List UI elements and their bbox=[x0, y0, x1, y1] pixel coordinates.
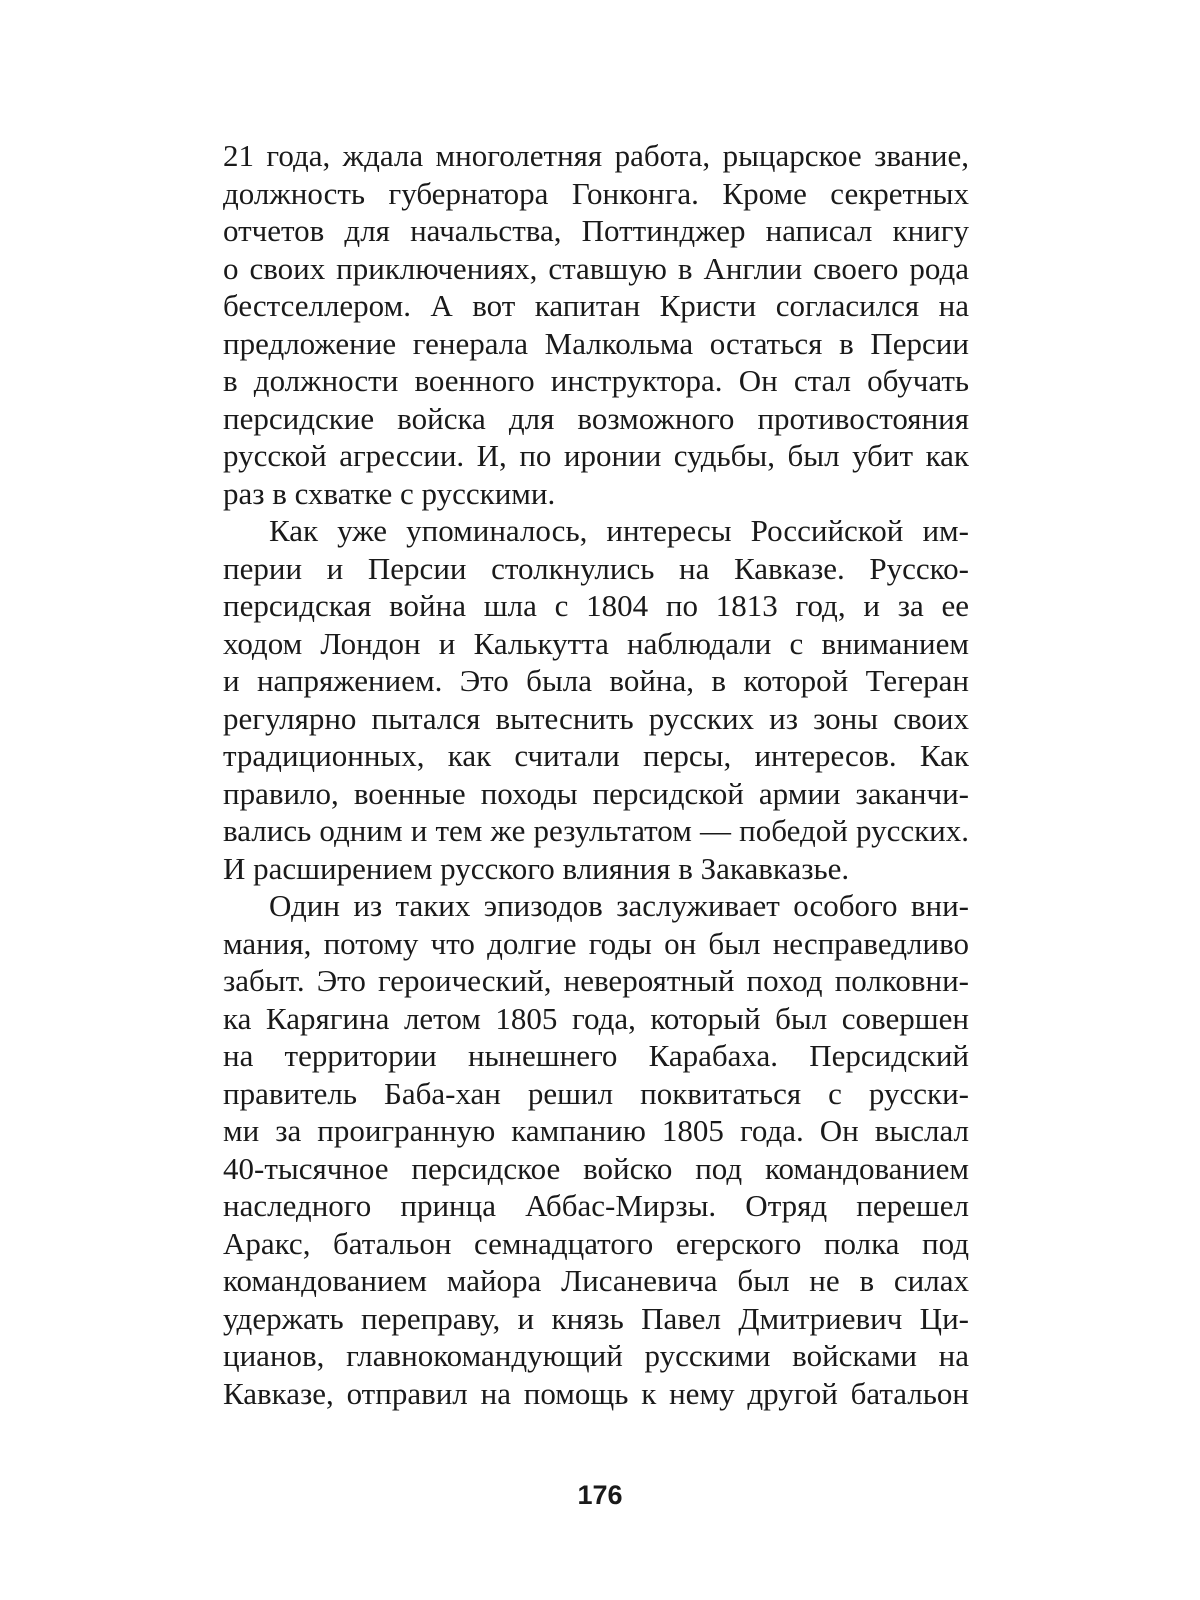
text-line: 21 года, ждала многолетняя работа, рыцарское звание, bbox=[223, 138, 969, 173]
text-line: Кавказе, отправил на помощь к нему другой батальон bbox=[223, 1375, 969, 1411]
text-line: раз в схватке с русскими. bbox=[223, 475, 556, 511]
text-line: ми за проигранную кампанию 1805 года. Он выслал bbox=[223, 1113, 969, 1148]
text-line: вались одним и тем же результатом — победой русских. bbox=[223, 813, 969, 848]
text-line: отчетов для начальства, Поттинджер написал книгу bbox=[223, 213, 969, 248]
text-line: правило, военные походы персидской армии заканчи- bbox=[223, 775, 969, 811]
page-number: 176 bbox=[577, 1480, 623, 1510]
text-line: русской агрессии. И, по иронии судьбы, был убит как bbox=[223, 438, 969, 473]
text-line: о своих приключениях, ставшую в Англии своего рода bbox=[223, 250, 969, 286]
text-line: Один из таких эпизодов заслуживает особого вни- bbox=[269, 888, 969, 923]
text-line: и напряжением. Это была война, в которой Тегеран bbox=[223, 663, 969, 698]
text-line: ходом Лондон и Калькутта наблюдали с вниманием bbox=[223, 625, 969, 661]
body-text bbox=[223, 137, 969, 1412]
text-line: забыт. Это героический, невероятный поход полковни- bbox=[223, 963, 969, 998]
text-line: правитель Баба-хан решил поквитаться с русски- bbox=[223, 1075, 969, 1111]
text-line: И расширением русского влияния в Закавказье. bbox=[223, 850, 850, 886]
text-line: на территории нынешнего Карабаха. Персидский bbox=[223, 1038, 969, 1073]
text-line: Аракс, батальон семнадцатого егерского полка под bbox=[223, 1225, 969, 1261]
text-line: ка Карягина летом 1805 года, который был совершен bbox=[223, 1000, 969, 1036]
text-line: командованием майора Лисаневича был не в силах bbox=[223, 1263, 969, 1298]
text-line: регулярно пытался вытеснить русских из зоны своих bbox=[223, 700, 969, 736]
text-line: перии и Персии столкнулись на Кавказе. Русско- bbox=[223, 550, 969, 586]
text-line: должность губернатора Гонконга. Кроме секретных bbox=[223, 175, 969, 211]
text-line: Как уже упоминалось, интересы Российской им- bbox=[269, 513, 969, 548]
text-line: цианов, главнокомандующий русскими войсками на bbox=[223, 1338, 969, 1373]
text-line: персидские войска для возможного противостояния bbox=[223, 400, 969, 436]
text-line: мания, потому что долгие годы он был несправедливо bbox=[223, 925, 969, 961]
text-line: удержать переправу, и князь Павел Дмитриевич Ци- bbox=[223, 1300, 969, 1336]
text-line: предложение генерала Малкольма остаться в Персии bbox=[223, 325, 969, 361]
text-line: в должности военного инструктора. Он стал обучать bbox=[223, 363, 969, 398]
text-line: бестселлером. А вот капитан Кристи согласился на bbox=[223, 288, 969, 323]
text-line: наследного принца Аббас-Мирзы. Отряд перешел bbox=[223, 1188, 969, 1223]
text-line: персидская война шла с 1804 по 1813 год, и за ее bbox=[223, 588, 969, 623]
text-line: 40-тысячное персидское войско под командованием bbox=[223, 1150, 969, 1186]
text-line: традиционных, как считали персы, интересов. Как bbox=[223, 738, 969, 773]
